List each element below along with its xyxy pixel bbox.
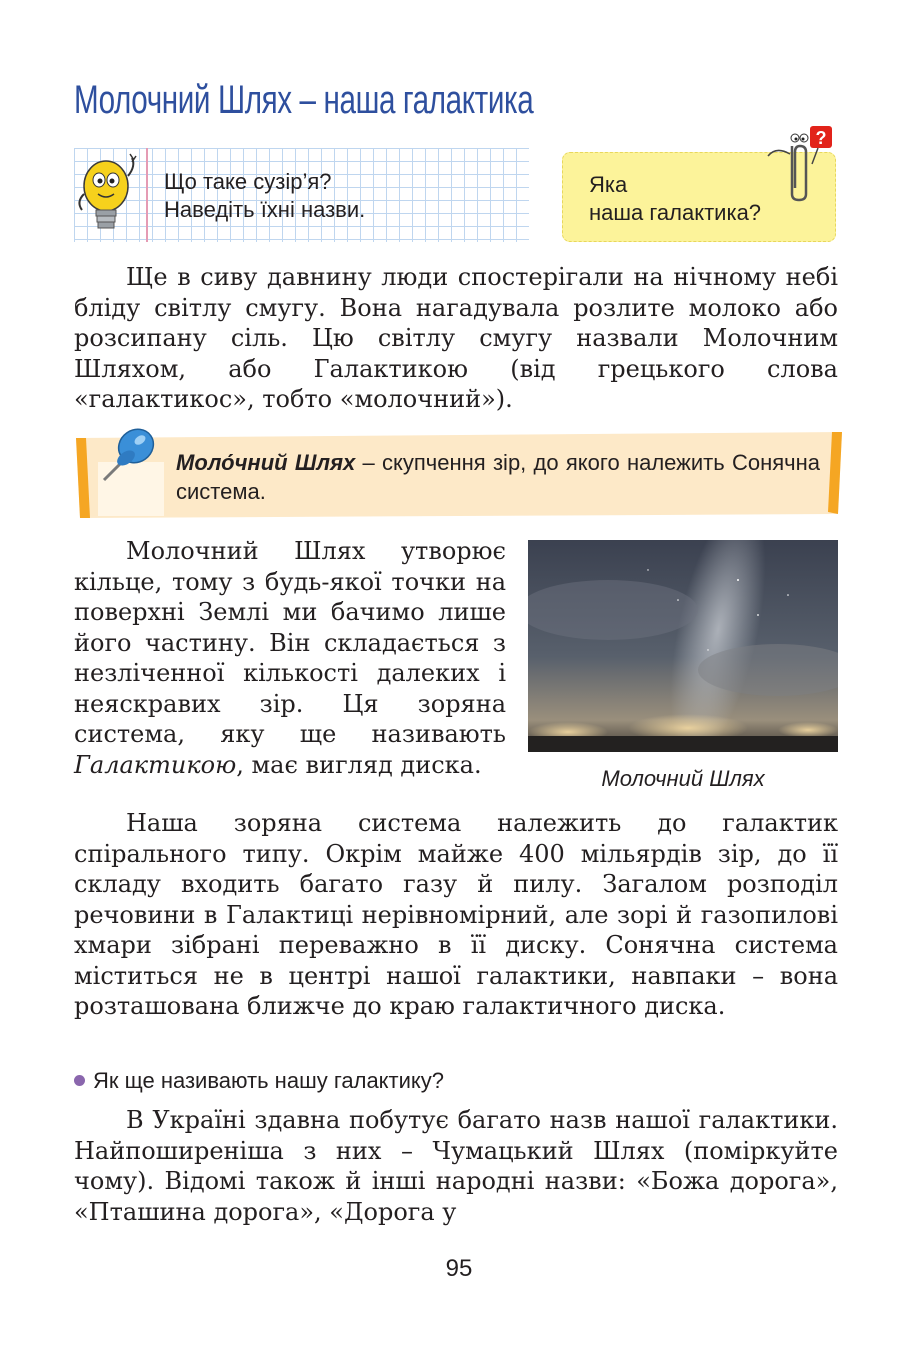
paragraph-2-italic: Галактикою	[74, 750, 237, 779]
photo-caption: Молочний Шлях	[601, 766, 765, 791]
review-question	[74, 1068, 444, 1094]
milky-way-photo	[528, 540, 838, 752]
review-question-text: Як ще називають нашу галактику?	[93, 1068, 445, 1093]
thinking-question-line2: Наведіть їхні назви.	[164, 197, 366, 222]
thinking-question-line1: Що таке сузір’я?	[164, 169, 332, 194]
pushpin-icon	[96, 418, 166, 488]
lightbulb-character-icon	[74, 150, 144, 240]
note-question	[589, 171, 761, 227]
paragraph-3: Наша зоряна система належить до галактик спірального типу. Окрім майже 400 мільярдів зір, до її складу входить багато газу й пилу. Загалом розподіл речовини в Галактиці нерівномірний, але зорі й газопилові хмари зібрані переважно в її диску. Сонячна система міститься не в центрі нашої галактики, навпаки – вона розташована ближче до краю галактичного диска.	[74, 809, 838, 1020]
svg-text:?: ?	[815, 128, 827, 148]
paragraph-2-before: Молочний Шлях утворює кільце, тому з будь-якої точки на поверхні Землі ми бачимо лише його частину. Він складається з незліченної кількості далеких і неяскравих зір. Ця зоряна система, яку ще називають	[74, 537, 506, 748]
paragraph-2-after: , має вигляд диска.	[236, 750, 482, 779]
margin-line	[146, 148, 148, 242]
bullet-dot	[74, 1075, 85, 1086]
paragraph-4: В Україні здавна побутує багато назв нашої галактики. Найпоширеніша з них – Чумацький Шлях (поміркуйте чому). Відомі також й інші народні назви: «Божа дорога», «Пташина дорога», «Дорога у	[74, 1106, 838, 1226]
paperclip-question-icon	[762, 124, 838, 202]
paragraph-2	[74, 536, 506, 780]
thinking-box	[74, 148, 529, 242]
definition-text	[176, 448, 820, 506]
paragraph-1: Ще в сиву давнину люди спостерігали на нічному небі бліду світлу смугу. Вона нагадувала розлите молоко або розсипану сіль. Цю світлу смугу назвали Молочним Шляхом, або Галактикою (від грецького слова «галактикос», тобто «молочний»).	[74, 263, 838, 413]
note-question-line2: наша галактика?	[589, 200, 762, 225]
page-number: 95	[445, 1255, 473, 1282]
thinking-question	[164, 168, 365, 224]
page-title: Молочний Шлях – наша галактика	[74, 78, 534, 122]
definition-term: Моло́чний Шлях	[176, 450, 356, 475]
note-question-line1: Яка	[589, 172, 628, 197]
definition-body: – скупчення зір, до якого належить Сонячна система.	[176, 450, 820, 504]
